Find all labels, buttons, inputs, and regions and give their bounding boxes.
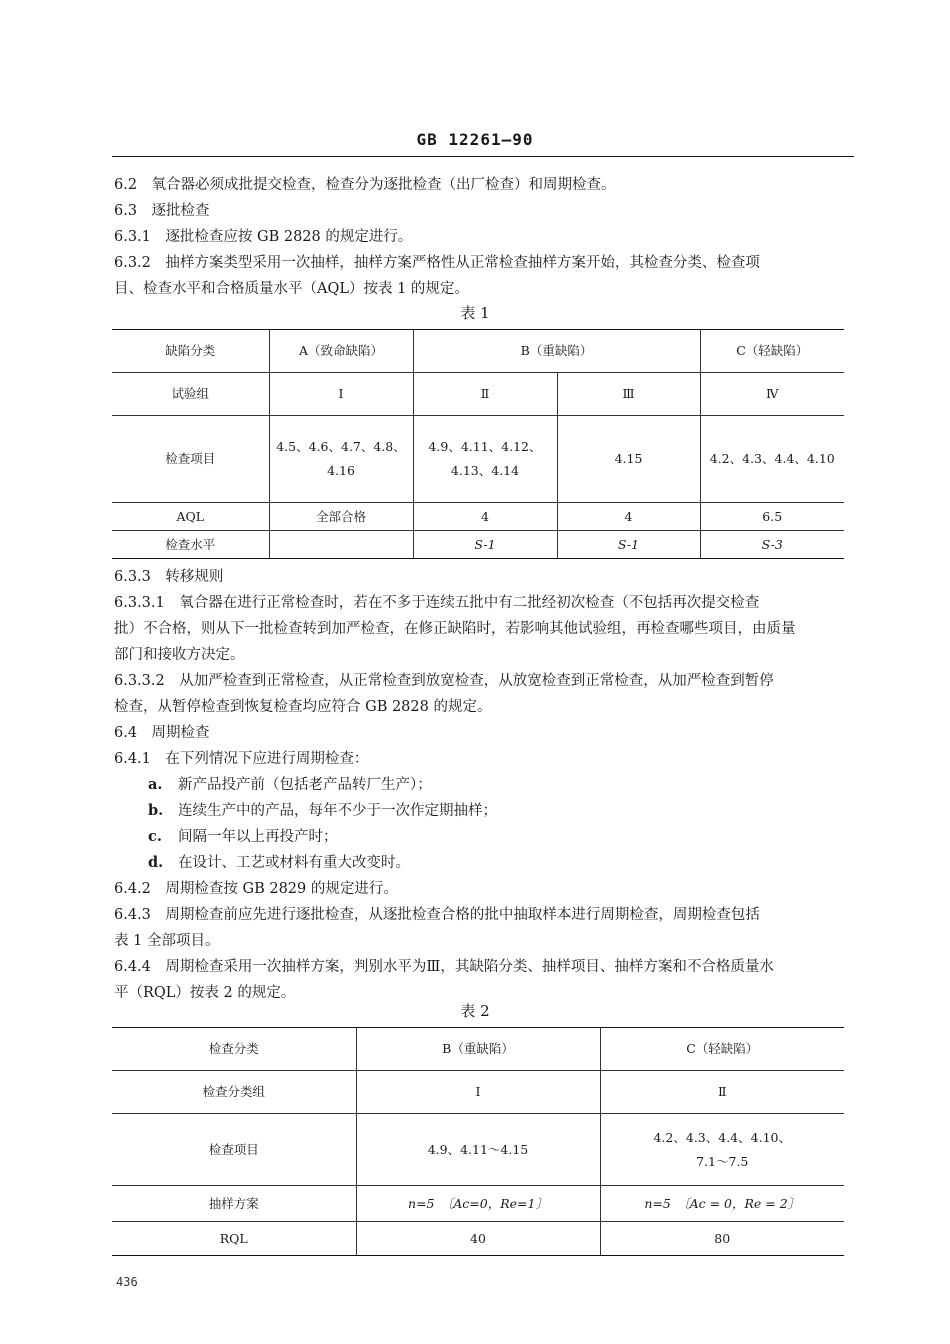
list-text: 连续生产中的产品，每年不少于一次作定期抽样； [178,803,497,819]
table-row [112,503,844,531]
list-text: 新产品投产前（包括老产品转厂生产）； [178,777,432,793]
text-line: 6.3.3.2 从加严检查到正常检查，从正常检查到放宽检查，从放宽检查到正常检查，从加严检查到暂停 [114,673,774,689]
row-label: 检查分类组 [112,1071,356,1114]
table-cell: 全部合格 [269,503,413,531]
table-cell: 4.2、4.3、4.4、4.10 [700,416,844,503]
page-number: 436 [116,1275,138,1289]
cell-line: 4.9、4.11、4.12、 [428,439,542,454]
cell-value: S-1 [617,536,640,552]
list-item [114,824,854,850]
cell-line: 4.2、4.3、4.4、4.10、 [653,1129,791,1145]
list-label: c. [148,828,162,845]
row-label: RQL [112,1222,356,1256]
table-cell [413,416,557,503]
text-line: 平（RQL）按表 2 的规定。 [114,985,296,1001]
list-item [114,798,854,824]
row-label: AQL [112,503,269,531]
table-cell: Ⅱ [600,1071,844,1114]
table-row [112,373,844,416]
text-line: 6.4.1 在下列情况下应进行周期检查： [114,751,369,767]
row-label: 检查项目 [112,1114,356,1186]
table-cell: 4 [413,503,557,531]
table-cell [700,531,844,559]
row-label: 检查项目 [112,416,269,503]
table2-caption: 表 2 [460,1002,490,1020]
list-label: b. [148,802,164,819]
row-label: 抽样方案 [112,1186,356,1222]
table-cell: n=5 〔Ac = 0，Re = 2〕 [600,1186,844,1222]
cell-value: S-3 [761,536,783,552]
table-1 [112,329,844,559]
header-cell: B（重缺陷） [356,1028,600,1071]
table-cell: 40 [356,1222,600,1256]
header-cell: 检查分类 [112,1028,356,1071]
row-label: 试验组 [112,373,269,416]
cell-line: 4.13、4.14 [450,463,520,478]
header-cell: C（轻缺陷） [600,1028,844,1071]
text-line: 6.3.1 逐批检查应按 GB 2828 的规定进行。 [114,229,413,245]
table-row [112,1114,844,1186]
header-cell: B（重缺陷） [413,330,700,373]
header-cell: A（致命缺陷） [269,330,413,373]
text-line: 部门和接收方决定。 [114,647,245,663]
header-cell: 缺陷分类 [112,330,269,373]
header-rule [112,156,854,157]
list-item [114,772,854,798]
table-cell: 4.9、4.11～4.15 [356,1114,600,1186]
list-text: 间隔一年以上再投产时； [178,829,338,845]
section-text-2 [114,564,854,1006]
text-line: 6.3.3.1 氧合器在进行正常检查时，若在不多于连续五批中有二批经初次检查（不包括再次提交检查 [114,595,760,611]
text-line: 6.4.4 周期检查采用一次抽样方案，判别水平为Ⅲ，其缺陷分类、抽样项目、抽样方案和不合格质量水 [114,959,774,975]
table-cell [269,531,413,559]
text-line: 6.4.2 周期检查按 GB 2829 的规定进行。 [114,881,398,897]
table-row [112,416,844,503]
table-row [112,330,844,373]
table-cell: 4 [557,503,700,531]
table-cell: n=5 〔Ac=0，Re=1〕 [356,1186,600,1222]
cell-line: 4.5、4.6、4.7、4.8、 [276,439,406,454]
cell-line: 7.1～7.5 [696,1153,749,1169]
table-row [112,1222,844,1256]
table-cell: Ⅰ [356,1071,600,1114]
table-cell [269,416,413,503]
list-label: d. [148,854,164,871]
text-line: 检查，从暂停检查到恢复检查均应符合 GB 2828 的规定。 [114,699,492,715]
table-cell [600,1114,844,1186]
table-cell: Ⅱ [413,373,557,416]
cell-value: S-1 [474,536,496,552]
cell-line: 4.16 [327,463,355,478]
text-line: 6.4.3 周期检查前应先进行逐批检查，从逐批检查合格的批中抽取样本进行周期检查，周期检查包括 [114,907,760,923]
row-label: 检查水平 [112,531,269,559]
table1-caption: 表 1 [460,304,490,322]
list-label: a. [148,776,163,793]
text-line: 6.3.2 抽样方案类型采用一次抽样，抽样方案严格性从正常检查抽样方案开始，其检查分类、检查项 [114,255,760,271]
table-2 [112,1027,844,1256]
list-item [114,850,854,876]
list-text: 在设计、工艺或材料有重大改变时。 [178,855,410,871]
text-line: 6.3 逐批检查 [114,203,210,219]
table-cell: 6.5 [700,503,844,531]
table-cell: Ⅲ [557,373,700,416]
table-row [112,1028,844,1071]
text-line: 目、检查水平和合格质量水平（AQL）按表 1 的规定。 [114,281,469,297]
text-line: 表 1 全部项目。 [114,933,220,949]
text-line: 6.2 氧合器必须成批提交检查，检查分为逐批检查（出厂检查）和周期检查。 [114,177,616,193]
table-row [112,531,844,559]
table-cell: 4.15 [557,416,700,503]
table-row [112,1071,844,1114]
text-line: 批）不合格，则从下一批检查转到加严检查，在修正缺陷时，若影响其他试验组，再检查哪些项目，由质量 [114,621,796,637]
table-cell [413,531,557,559]
header-cell: C（轻缺陷） [700,330,844,373]
table-cell: 80 [600,1222,844,1256]
document-header: GB 12261—90 [416,130,534,149]
text-line: 6.3.3 转移规则 [114,569,224,585]
table-cell [557,531,700,559]
table-cell: Ⅰ [269,373,413,416]
section-text-1 [114,172,854,302]
table-row [112,1186,844,1222]
table-cell: Ⅳ [700,373,844,416]
text-line: 6.4 周期检查 [114,725,210,741]
